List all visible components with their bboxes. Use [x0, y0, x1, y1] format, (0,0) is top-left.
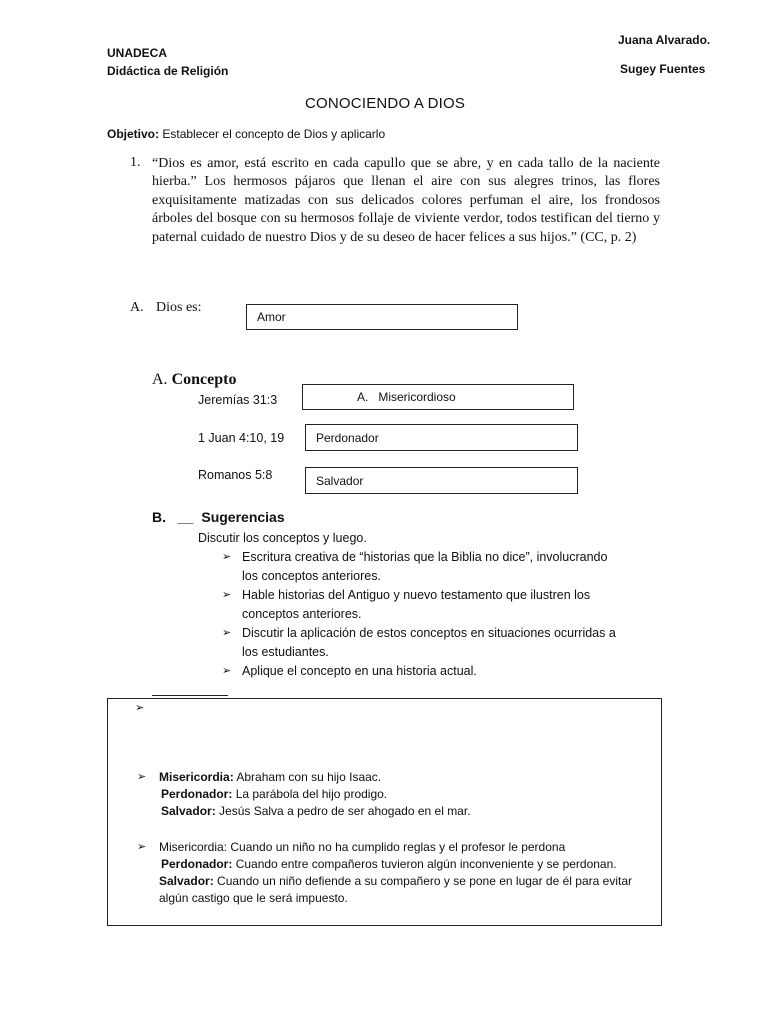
example-text: algún castigo que le será impuesto. — [159, 891, 348, 905]
concept-reference-2: 1 Juan 4:10, 19 — [198, 431, 285, 445]
concept-answer-box-3 — [305, 467, 578, 494]
example-text: Cuando un niño no ha cumplido reglas y el profesor le perdona — [230, 840, 566, 854]
example-label: Salvador: — [161, 804, 216, 818]
list-item — [159, 839, 659, 856]
list-item — [159, 873, 659, 890]
suggestions-list — [222, 548, 662, 681]
bullet-line: los estudiantes. — [242, 645, 329, 659]
example-group-1 — [159, 769, 471, 820]
concept-reference-1: Jeremías 31:3 — [198, 393, 278, 407]
concept-answer-2: Perdonador — [316, 430, 379, 445]
concept-title: Concepto — [171, 371, 237, 388]
bullet-line: Discutir la aplicación de estos conceptos en situaciones ocurridas a — [242, 626, 616, 640]
example-group-2 — [159, 839, 659, 907]
list-item — [159, 769, 471, 786]
example-label: Perdonador: — [161, 787, 233, 801]
example-text: Jesús Salva a pedro de ser ahogado en el mar. — [219, 804, 471, 818]
objective-text: Establecer el concepto de Dios y aplicarlo — [162, 127, 386, 141]
arrow-bullet-icon: ➢ — [137, 771, 147, 783]
suggestions-blank: __ — [177, 509, 194, 525]
suggestions-heading — [152, 509, 285, 525]
list-item — [161, 856, 659, 873]
bullet-line: Hable historias del Antiguo y nuevo testamento que ilustren los — [242, 588, 591, 602]
list-item — [222, 624, 662, 662]
concept-heading — [152, 371, 236, 389]
arrow-bullet-icon: ➢ — [137, 841, 147, 853]
bullet-line: Escritura creativa de “historias que la Biblia no dice”, involucrando — [242, 550, 608, 564]
arrow-bullet-icon: ➢ — [222, 551, 232, 563]
objective — [107, 127, 385, 141]
list-item — [222, 586, 662, 624]
answer-box — [107, 698, 662, 926]
author-name-2: Sugey Fuentes — [620, 62, 706, 76]
arrow-bullet-icon: ➢ — [135, 702, 145, 714]
page-title: CONOCIENDO A DIOS — [305, 95, 466, 112]
example-label: Perdonador: — [161, 857, 233, 871]
example-label: Misericordia: — [159, 840, 228, 854]
concept-answer-marker-1: A. — [357, 390, 369, 404]
bullet-line: los conceptos anteriores. — [242, 569, 381, 583]
quote-paragraph: “Dios es amor, está escrito en cada capullo que se abre, y en cada tallo de la naciente hierba.” Los hermosos pájaros que llenan el aire con sus alegres trinos, las flores exquisitamente matizadas con sus delicados colores perfuman el aire, los frondosos árboles del bosque con su hermosos follaje de viviente verdor, todos testifican del tierno y paternal cuidado de nuestro Dios y de su deseo de hacer felices a sus hijos.” (CC, p. 2) — [152, 156, 660, 245]
arrow-bullet-icon: ➢ — [222, 589, 232, 601]
list-item — [222, 662, 662, 681]
list-item — [222, 548, 662, 586]
dios-es-answer-box — [246, 304, 518, 330]
concept-reference-3: Romanos 5:8 — [198, 468, 273, 482]
example-text: Cuando un niño defiende a su compañero y se pone en lugar de él para evitar — [217, 874, 632, 888]
suggestions-title: Sugerencias — [201, 509, 285, 525]
bullet-line: Aplique el concepto en una historia actual. — [242, 664, 477, 678]
bullet-line: conceptos anteriores. — [242, 607, 362, 621]
dios-es-label: Dios es: — [156, 300, 202, 315]
arrow-bullet-icon: ➢ — [222, 665, 232, 677]
example-label: Salvador: — [159, 874, 214, 888]
concept-marker: A. — [152, 371, 168, 388]
suggestions-intro: Discutir los conceptos y luego. — [198, 531, 367, 545]
example-text: Cuando entre compañeros tuvieron algún inconveniente y se perdonan. — [235, 857, 617, 871]
arrow-bullet-icon: ➢ — [222, 627, 232, 639]
objective-label: Objetivo: — [107, 127, 160, 141]
concept-answer-3: Salvador — [316, 473, 364, 488]
list-item — [161, 786, 471, 803]
divider — [152, 695, 228, 696]
concept-answer-box-2 — [305, 424, 578, 451]
example-label: Misericordia: — [159, 770, 234, 784]
list-item — [159, 890, 659, 907]
concept-answer-1: Misericordioso — [378, 390, 456, 404]
suggestions-marker: B. — [152, 509, 166, 525]
course-name: Didáctica de Religión — [107, 64, 229, 78]
concept-answer-box-1 — [302, 384, 574, 410]
dios-es-answer: Amor — [257, 310, 286, 324]
institution-name: UNADECA — [107, 46, 167, 60]
author-name-1: Juana Alvarado. — [618, 33, 711, 47]
example-text: La parábola del hijo prodigo. — [235, 787, 388, 801]
example-text: Abraham con su hijo Isaac. — [236, 770, 382, 784]
section-a-marker: A. — [130, 300, 144, 315]
list-item — [161, 803, 471, 820]
quote-number: 1. — [130, 155, 141, 170]
